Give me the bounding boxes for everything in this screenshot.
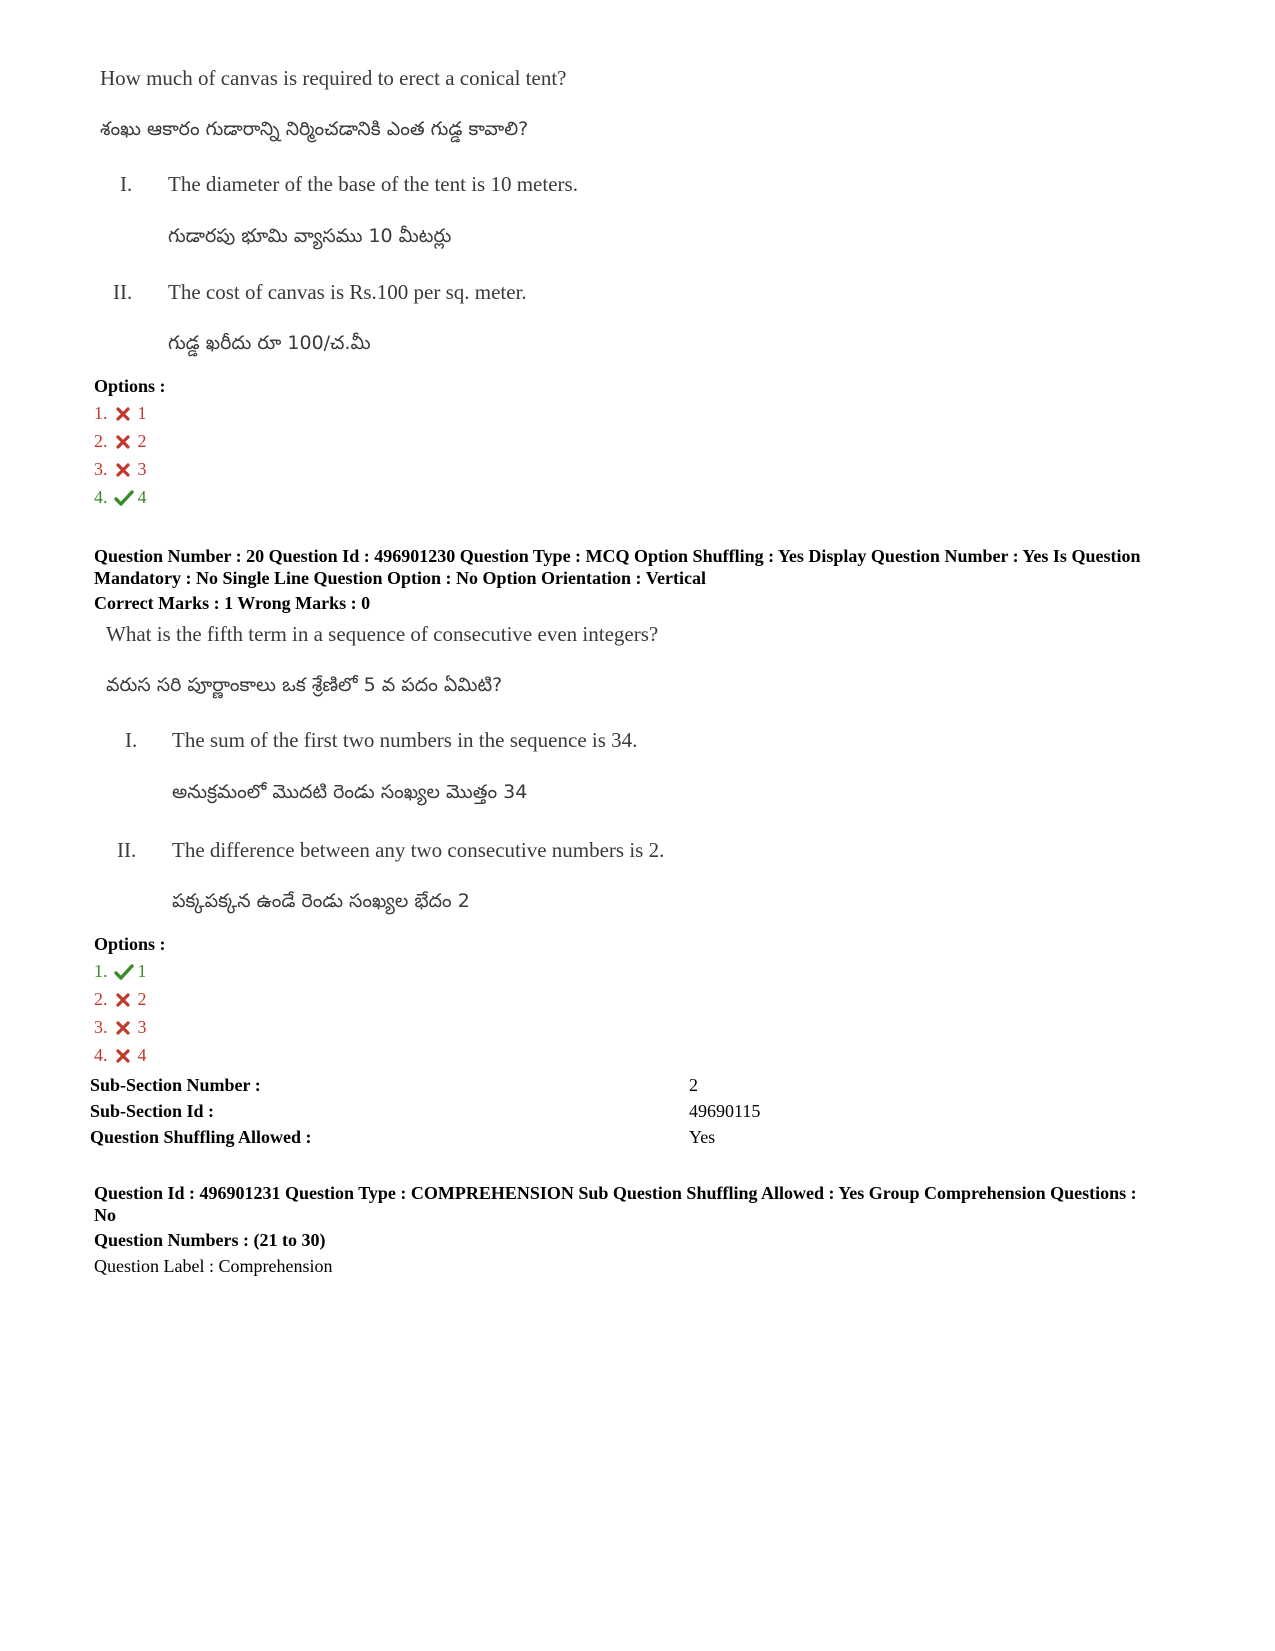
question-shuffling-value: Yes: [689, 1127, 716, 1147]
q20-statement-2-te: పక్కపక్కన ఉండే రెండు సంఖ్యల భేదం 2: [172, 890, 470, 912]
q19-option-3[interactable]: [94, 459, 147, 480]
q20-statement-1-num: I.: [125, 728, 138, 752]
q20-meta: Question Number : 20 Question Id : 496901230 Question Type : MCQ Option Shuffling : Yes Display Question Number : Yes Is Question Mandatory : No Single Line Question Option : No Option Orientation : Vertical: [94, 546, 1141, 588]
option-number: 4.: [94, 1045, 108, 1065]
cross-icon: [114, 461, 132, 479]
q19-statement-2-en: The cost of canvas is Rs.100 per sq. meter.: [168, 280, 527, 304]
q19-statement-1-te: గుడారపు భూమి వ్యాసము 10 మీటర్లు: [168, 225, 452, 247]
option-value: 3: [137, 459, 147, 479]
subsection-id-value: 49690115: [689, 1101, 761, 1121]
q19-question-te: శంఖు ఆకారం గుడారాన్ని నిర్మించడానికి ఎంత గుడ్డ కావాలి?: [100, 118, 529, 140]
cross-icon: [114, 991, 132, 1009]
q20-option-4[interactable]: [94, 1045, 147, 1066]
q19-option-2[interactable]: [94, 431, 147, 452]
option-value: 2: [137, 431, 147, 451]
check-icon: [114, 489, 132, 507]
option-value: 1: [137, 961, 147, 981]
q20-statement-2-num: II.: [117, 838, 137, 862]
q20-statement-1-en: The sum of the first two numbers in the sequence is 34.: [172, 728, 638, 752]
option-value: 4: [137, 1045, 147, 1065]
q19-statement-2-te: గుడ్డ ఖరీదు రూ 100/చ.మీ: [168, 332, 371, 354]
comprehension-question-label: Question Label : Comprehension: [94, 1256, 333, 1276]
q20-question-en: What is the fifth term in a sequence of consecutive even integers?: [106, 622, 659, 646]
comprehension-question-numbers: Question Numbers : (21 to 30): [94, 1230, 326, 1250]
q19-question-en: How much of canvas is required to erect a conical tent?: [100, 66, 567, 90]
check-icon: [114, 963, 132, 981]
option-number: 3.: [94, 1017, 108, 1037]
cross-icon: [114, 433, 132, 451]
option-value: 1: [137, 403, 147, 423]
option-number: 2.: [94, 431, 108, 451]
q19-statement-1-en: The diameter of the base of the tent is 10 meters.: [168, 172, 578, 196]
option-number: 3.: [94, 459, 108, 479]
q20-option-1[interactable]: [94, 961, 147, 982]
subsection-number-label: Sub-Section Number :: [90, 1075, 261, 1095]
subsection-id-label: Sub-Section Id :: [90, 1101, 215, 1121]
q19-statement-1-num: I.: [120, 172, 133, 196]
q19-option-1[interactable]: [94, 403, 147, 424]
option-number: 1.: [94, 961, 108, 981]
q20-options-label: Options :: [94, 934, 166, 954]
q19-statement-2-num: II.: [113, 280, 133, 304]
cross-icon: [114, 1047, 132, 1065]
q20-question-te: వరుస సరి పూర్ణాంకాలు ఒక శ్రేణిలో 5 వ పదం ఏమిటి?: [106, 674, 503, 696]
question-shuffling-label: Question Shuffling Allowed :: [90, 1127, 312, 1147]
option-number: 1.: [94, 403, 108, 423]
subsection-number-value: 2: [689, 1075, 698, 1095]
q19-options-label: Options :: [94, 376, 166, 396]
cross-icon: [114, 1019, 132, 1037]
cross-icon: [114, 405, 132, 423]
option-number: 2.: [94, 989, 108, 1009]
q20-option-3[interactable]: [94, 1017, 147, 1038]
option-number: 4.: [94, 487, 108, 507]
q19-option-4[interactable]: [94, 487, 147, 508]
option-value: 4: [137, 487, 147, 507]
q20-marks: Correct Marks : 1 Wrong Marks : 0: [94, 593, 371, 613]
option-value: 2: [137, 989, 147, 1009]
q20-statement-2-en: The difference between any two consecutive numbers is 2.: [172, 838, 665, 862]
comprehension-meta: Question Id : 496901231 Question Type : COMPREHENSION Sub Question Shuffling Allowed : Yes Group Comprehension Questions : No: [94, 1183, 1137, 1225]
q20-statement-1-te: అనుక్రమంలో మొదటి రెండు సంఖ్యల మొత్తం 34: [172, 781, 528, 803]
q20-option-2[interactable]: [94, 989, 147, 1010]
option-value: 3: [137, 1017, 147, 1037]
